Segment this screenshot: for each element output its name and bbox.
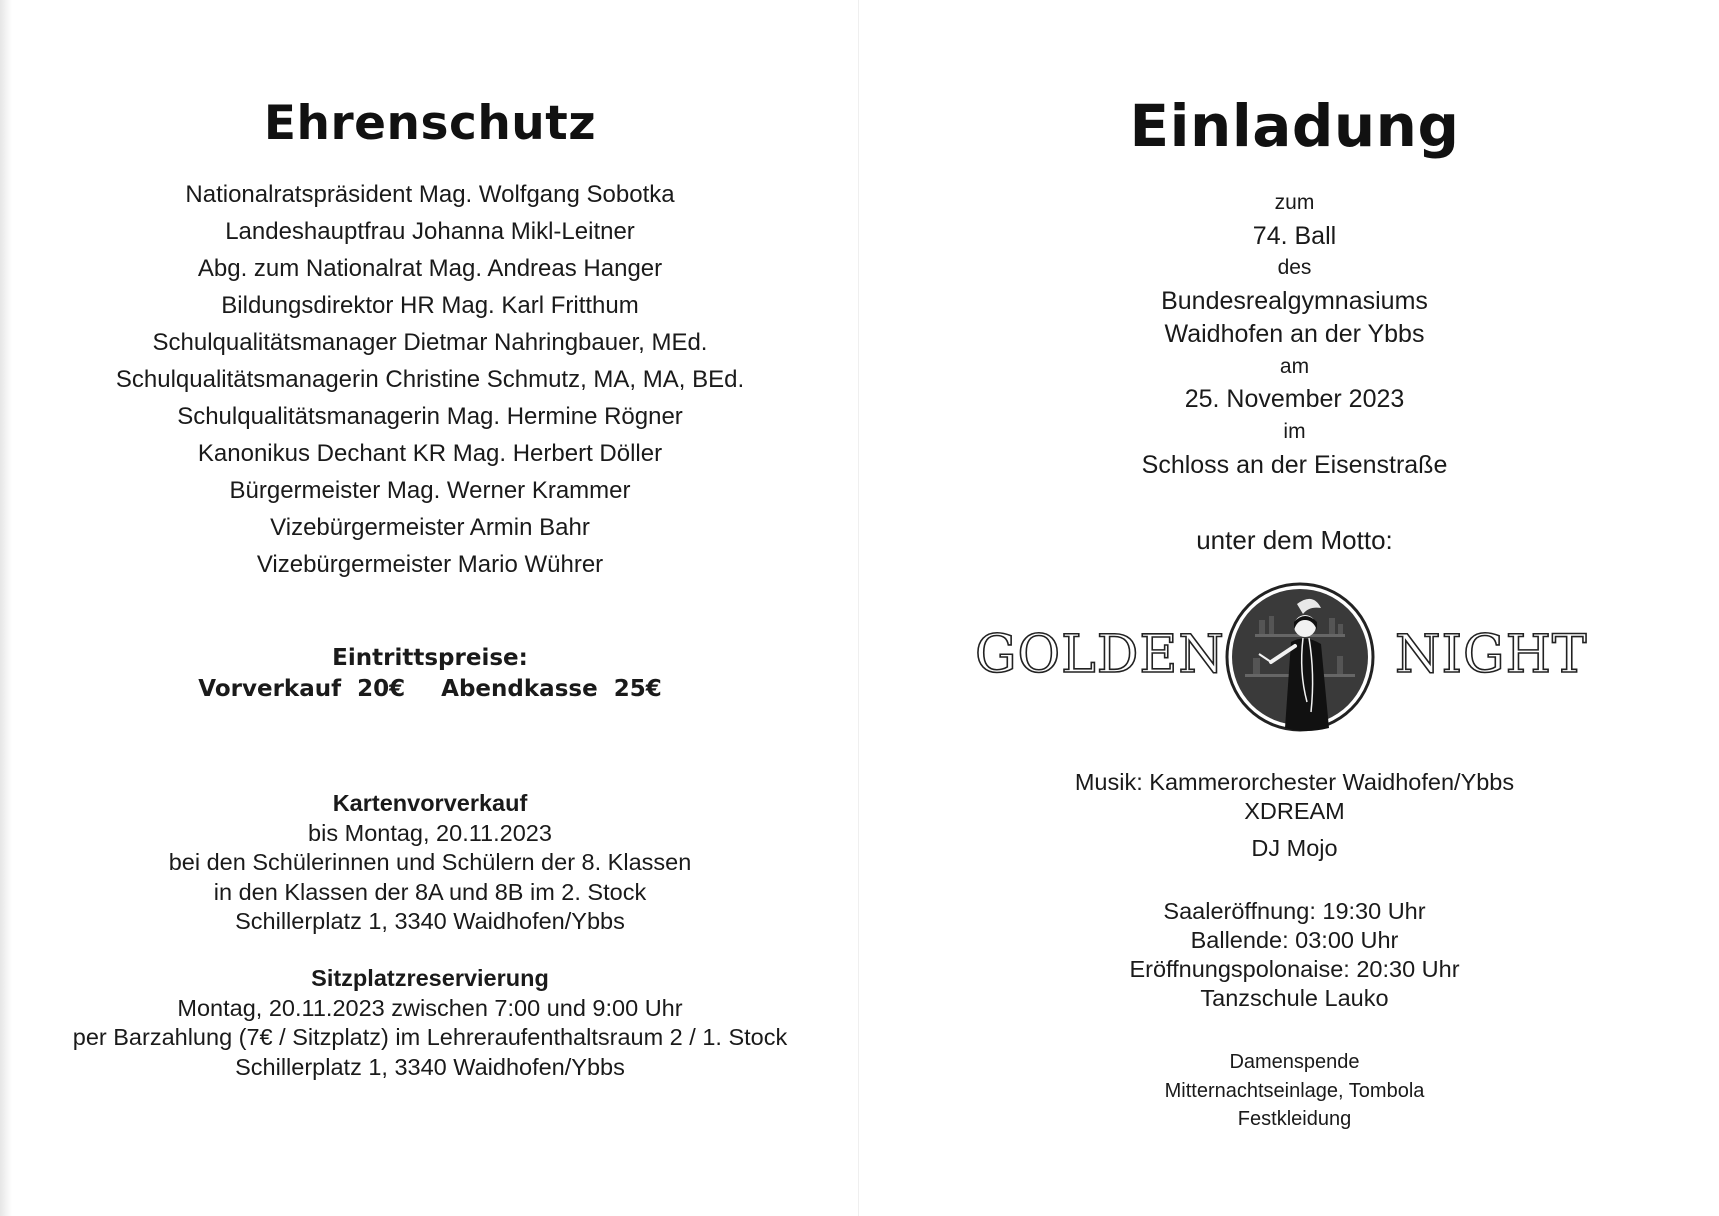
event-date: 25. November 2023 xyxy=(1184,385,1405,414)
extras-line: Damenspende xyxy=(1229,1051,1360,1073)
ticket-presale-title: Kartenvorverkauf xyxy=(332,790,528,816)
door-price: Abendkasse 25€ xyxy=(441,676,662,702)
motto-label: unter dem Motto: xyxy=(1196,525,1393,555)
schedule-line: Tanzschule Lauko xyxy=(1200,985,1389,1011)
patron-list xyxy=(20,176,840,583)
patron-line: Landeshauptfrau Johanna Mikl-Leitner xyxy=(225,218,635,245)
invitation-title: Einladung xyxy=(1129,92,1460,160)
logo-word-golden: GOLDEN xyxy=(975,625,1225,685)
patronage-title: Ehrenschutz xyxy=(263,96,597,151)
left-panel xyxy=(20,0,840,1216)
ticket-presale-line: bis Montag, 20.11.2023 xyxy=(308,819,552,846)
schedule-line: Saaleröffnung: 19:30 Uhr xyxy=(1163,898,1426,924)
ticket-presale-line: Schillerplatz 1, 3340 Waidhofen/Ybbs xyxy=(235,908,625,934)
entry-prices-row xyxy=(20,674,840,705)
intro-line: zum xyxy=(1274,191,1315,214)
seat-reservation-line: Schillerplatz 1, 3340 Waidhofen/Ybbs xyxy=(235,1053,625,1080)
seat-reservation-line: per Barzahlung (7€ / Sitzplatz) im Lehreraufenthaltsraum 2 / 1. Stock xyxy=(72,1024,788,1050)
patron-line: Vizebürgermeister Mario Wührer xyxy=(256,551,604,578)
patron-line: Bildungsdirektor HR Mag. Karl Fritthum xyxy=(221,292,639,319)
page-fold-line xyxy=(858,0,859,1216)
entry-prices xyxy=(20,643,840,705)
music-section xyxy=(870,768,1719,863)
page-edge-shadow xyxy=(0,0,12,1216)
ticket-presale-section xyxy=(20,789,840,937)
patron-line: Schulqualitätsmanagerin Mag. Hermine Rögner xyxy=(177,403,683,430)
music-line: DJ Mojo xyxy=(1251,835,1338,861)
ticket-presale-line: bei den Schülerinnen und Schülern der 8. Klassen xyxy=(168,849,692,875)
intro-line: am xyxy=(1279,354,1310,378)
patron-line: Vizebürgermeister Armin Bahr xyxy=(270,514,590,541)
ticket-presale-line: in den Klassen der 8A und 8B im 2. Stock xyxy=(213,878,647,905)
intro-line: des xyxy=(1277,256,1312,280)
golden-night-logo xyxy=(870,582,1719,742)
patron-line: Bürgermeister Mag. Werner Krammer xyxy=(229,477,631,504)
schedule-line: Ballende: 03:00 Uhr xyxy=(1190,927,1399,953)
invitation-intro xyxy=(870,187,1719,481)
patron-line: Schulqualitätsmanager Dietmar Nahringbauer, MEd. xyxy=(152,329,708,356)
schedule-line: Eröffnungspolonaise: 20:30 Uhr xyxy=(1129,956,1460,982)
patron-line: Kanonikus Dechant KR Mag. Herbert Döller xyxy=(197,440,663,467)
patron-line: Schulqualitätsmanagerin Christine Schmutz, MA, MA, BEd. xyxy=(115,366,745,393)
music-line: XDREAM xyxy=(1244,798,1345,824)
intro-line: im xyxy=(1283,419,1306,443)
intro-line: Waidhofen an der Ybbs xyxy=(1164,319,1425,348)
seat-reservation-title: Sitzplatzreservierung xyxy=(311,965,549,991)
patron-line: Abg. zum Nationalrat Mag. Andreas Hanger xyxy=(197,255,663,282)
entry-prices-title: Eintrittspreise: xyxy=(332,645,528,671)
schedule-section xyxy=(870,897,1719,1013)
logo-word-night: NIGHT xyxy=(1395,625,1588,685)
patron-line: Nationalratspräsident Mag. Wolfgang Sobotka xyxy=(185,181,675,208)
seat-reservation-section xyxy=(20,964,840,1082)
extras-section xyxy=(870,1048,1719,1134)
event-venue: Schloss an der Eisenstraße xyxy=(1141,450,1448,479)
extras-line: Festkleidung xyxy=(1237,1108,1352,1130)
extras-line: Mitternachtseinlage, Tombola xyxy=(1164,1079,1425,1102)
music-line: Musik: Kammerorchester Waidhofen/Ybbs xyxy=(1074,769,1515,795)
right-panel xyxy=(870,0,1719,1216)
seat-reservation-line: Montag, 20.11.2023 zwischen 7:00 und 9:00 Uhr xyxy=(177,994,683,1021)
intro-line: 74. Ball xyxy=(1252,221,1337,250)
flapper-lady-emblem-icon xyxy=(1225,582,1375,732)
intro-line: Bundesrealgymnasiums xyxy=(1161,287,1428,316)
presale-price: Vorverkauf 20€ xyxy=(198,676,406,702)
